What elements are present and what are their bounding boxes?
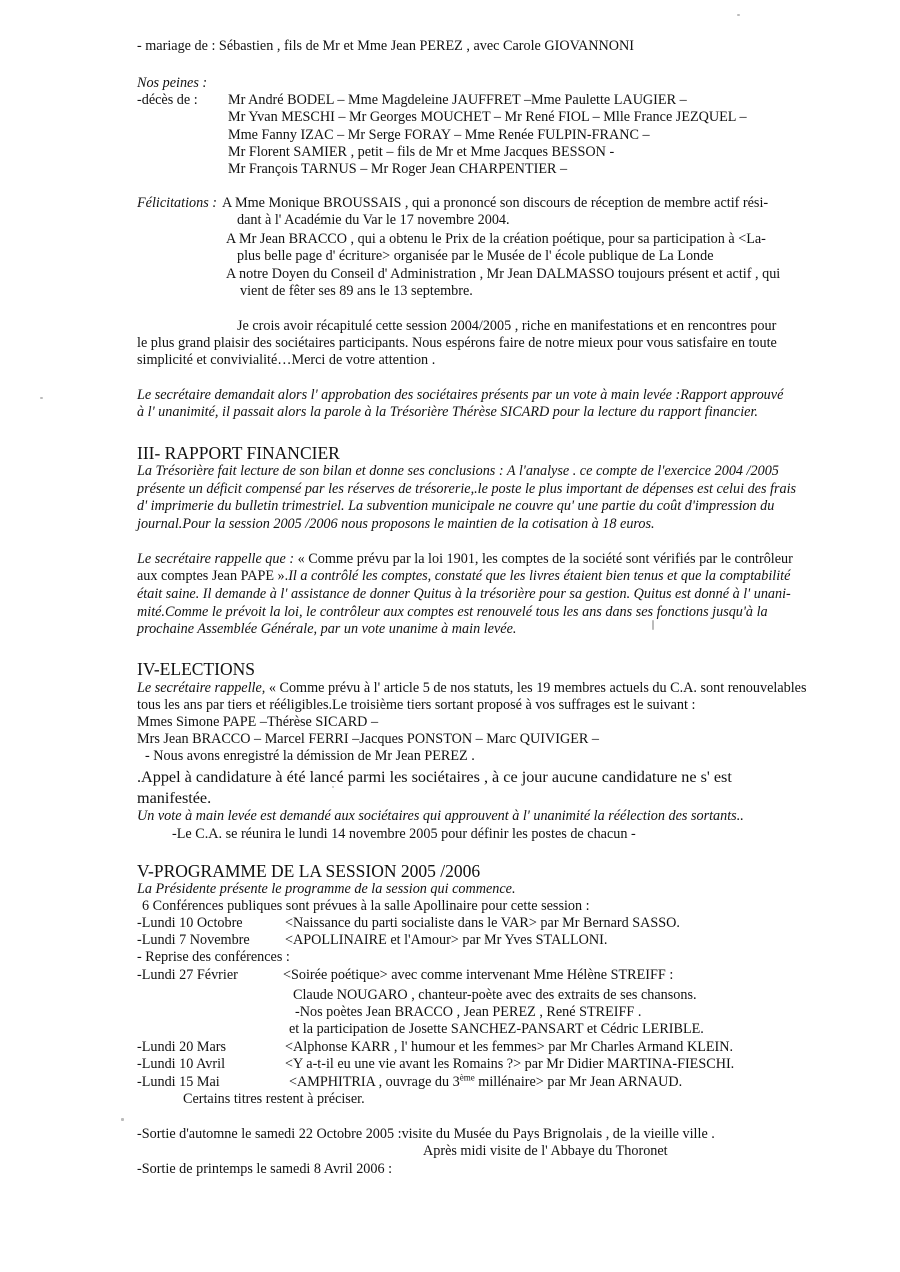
text-fragment: « Comme prévu par la loi 1901, les comptes de la société sont vérifiés par le contrôleur (294, 551, 793, 567)
text-line: prochaine Assemblée Générale, par un vote unanime à main levée. (137, 621, 517, 637)
section-heading: IV-ELECTIONS (137, 659, 255, 679)
text-fragment: <AMPHITRIA , ouvrage du 3 (289, 1074, 460, 1090)
schedule-date: -Lundi 15 Mai (137, 1074, 220, 1090)
text-line: à l' unanimité, il passait alors la parole à la Trésorière Thérèse SICARD pour la lecture du rapport financier. (137, 404, 758, 420)
text-line: d' imprimerie du bulletin trimestriel. La subvention municipale ne couvre qu' une partie du coût d'impression du (137, 498, 775, 514)
text-line: -Le C.A. se réunira le lundi 14 novembre 2005 pour définir les postes de chacun - (172, 826, 636, 842)
text-line: mité.Comme le prévoit la loi, le contrôleur aux comptes est renouvelé tous les ans dans ses fonctions jusqu'à la (137, 604, 768, 620)
section-heading: III- RAPPORT FINANCIER (137, 443, 340, 463)
text-line: Claude NOUGARO , chanteur-poète avec des extraits de ses chansons. (293, 987, 697, 1003)
scan-speck (737, 14, 740, 16)
schedule-title (289, 1074, 682, 1091)
text-line: Mr André BODEL – Mme Magdeleine JAUFFRET –Mme Paulette LAUGIER – (228, 92, 687, 108)
text-line: Mr Yvan MESCHI – Mr Georges MOUCHET – Mr René FIOL – Mlle France JEZQUEL – (228, 109, 747, 125)
text-line: -Sortie d'automne le samedi 22 Octobre 2005 :visite du Musée du Pays Brignolais , de la vieille ville . (137, 1126, 715, 1142)
schedule-date: -Lundi 10 Avril (137, 1056, 226, 1072)
text-label: -décès de : (137, 92, 198, 108)
scan-speck (652, 620, 654, 630)
text-line: La Présidente présente le programme de la session qui commence. (137, 881, 516, 897)
text-line: - mariage de : Sébastien , fils de Mr et Mme Jean PEREZ , avec Carole GIOVANNONI (137, 38, 634, 54)
text-line: La Trésorière fait lecture de son bilan et donne ses conclusions : A l'analyse . ce compte de l'exercice 2004 /2005 (137, 463, 779, 479)
text-line (137, 680, 806, 697)
text-line: dant à l' Académie du Var le 17 novembre 2004. (237, 212, 510, 228)
text-line: plus belle page d' écriture> organisée par le Musée de l' école publique de La Londe (237, 248, 714, 264)
text-line: - Nous avons enregistré la démission de Mr Jean PEREZ . (145, 748, 475, 764)
schedule-title: <APOLLINAIRE et l'Amour> par Mr Yves STALLONI. (285, 932, 608, 948)
scan-speck (40, 397, 43, 399)
text-line: -Sortie de printemps le samedi 8 Avril 2006 : (137, 1161, 393, 1177)
text-line: Mrs Jean BRACCO – Marcel FERRI –Jacques PONSTON – Marc QUIVIGER – (137, 731, 599, 747)
text-fragment: Le secrétaire rappelle que : (137, 551, 295, 567)
text-fragment: Il a contrôlé les comptes, constaté que les livres étaient bien tenus et que la comptabilité (288, 568, 791, 584)
scan-speck (121, 1118, 124, 1121)
text-line: Le secrétaire demandait alors l' approbation des sociétaires présents par un vote à main levée :Rapport approuvé (137, 387, 784, 403)
text-line: le plus grand plaisir des sociétaires participants. Nous espérons faire de notre mieux pour vous satisfaire en toute (137, 335, 777, 351)
text-line: et la participation de Josette SANCHEZ-PANSART et Cédric LERIBLE. (289, 1021, 704, 1037)
text-line: présente un déficit compensé par les réserves de trésorerie,.le poste le plus important de dépenses est celui des frais (137, 481, 797, 497)
text-line: - Reprise des conférences : (137, 949, 290, 965)
schedule-title: <Soirée poétique> avec comme intervenant Mme Hélène STREIFF : (283, 967, 674, 983)
text-line: Certains titres restent à préciser. (183, 1091, 365, 1107)
schedule-date: -Lundi 20 Mars (137, 1039, 227, 1055)
text-line: -Nos poètes Jean BRACCO , Jean PEREZ , René STREIFF . (295, 1004, 642, 1020)
text-line: manifestée. (137, 789, 212, 807)
text-fragment: aux comptes Jean PAPE ». (137, 568, 289, 584)
schedule-date: -Lundi 27 Février (137, 967, 238, 983)
section-subtitle: Nos peines : (137, 75, 208, 91)
text-line (137, 551, 793, 568)
text-line: Je crois avoir récapitulé cette session 2004/2005 , riche en manifestations et en rencontres pour (237, 318, 777, 334)
schedule-title: <Alphonse KARR , l' humour et les femmes> par Mr Charles Armand KLEIN. (285, 1039, 734, 1055)
text-line: Après midi visite de l' Abbaye du Thoronet (423, 1143, 668, 1159)
text-line: Mme Fanny IZAC – Mr Serge FORAY – Mme Renée FULPIN-FRANC – (228, 127, 650, 143)
text-line (137, 568, 790, 585)
text-line: simplicité et convivialité…Merci de votre attention . (137, 352, 436, 368)
schedule-title: <Y a-t-il eu une vie avant les Romains ?> par Mr Didier MARTINA-FIESCHI. (285, 1056, 735, 1072)
text-fragment: « Comme prévu à l' article 5 de nos statuts, les 19 membres actuels du C.A. sont renouvelables (265, 680, 807, 696)
section-heading: V-PROGRAMME DE LA SESSION 2005 /2006 (137, 861, 481, 881)
text-line: A Mr Jean BRACCO , qui a obtenu le Prix de la création poétique, pour sa participation à <La- (226, 231, 766, 247)
schedule-date: -Lundi 7 Novembre (137, 932, 250, 948)
text-line: Mmes Simone PAPE –Thérèse SICARD – (137, 714, 379, 730)
text-line: 6 Conférences publiques sont prévues à la salle Apollinaire pour cette session : (142, 898, 590, 914)
text-line: A Mme Monique BROUSSAIS , qui a prononcé son discours de réception de membre actif rési- (222, 195, 769, 211)
text-line: Mr Florent SAMIER , petit – fils de Mr et Mme Jacques BESSON - (228, 144, 615, 160)
schedule-title: <Naissance du parti socialiste dans le VAR> par Mr Bernard SASSO. (285, 915, 680, 931)
text-label: Félicitations : (137, 195, 217, 211)
text-line: Mr François TARNUS – Mr Roger Jean CHARPENTIER – (228, 161, 568, 177)
scan-speck (332, 786, 334, 788)
text-line: vient de fêter ses 89 ans le 13 septembre. (240, 283, 473, 299)
schedule-date: -Lundi 10 Octobre (137, 915, 243, 931)
text-line: était saine. Il demande à l' assistance de donner Quitus à la trésorière pour sa gestion. Quitus est donné à l' unani- (137, 586, 791, 602)
text-fragment: Le secrétaire rappelle, (137, 680, 266, 696)
text-line: journal.Pour la session 2005 /2006 nous proposons le maintien de la cotisation à 18 euros. (137, 516, 655, 532)
text-line: tous les ans par tiers et rééligibles.Le troisième tiers sortant proposé à vos suffrages est le suivant : (137, 697, 696, 713)
text-fragment: millénaire> par Mr Jean ARNAUD. (474, 1074, 683, 1090)
superscript: ème (459, 1072, 475, 1083)
text-line: .Appel à candidature à été lancé parmi les sociétaires , à ce jour aucune candidature ne s' est (137, 768, 732, 786)
text-line: A notre Doyen du Conseil d' Administration , Mr Jean DALMASSO toujours présent et actif , qui (226, 266, 781, 282)
text-line: Un vote à main levée est demandé aux sociétaires qui approuvent à l' unanimité la réélection des sortants.. (137, 808, 744, 824)
